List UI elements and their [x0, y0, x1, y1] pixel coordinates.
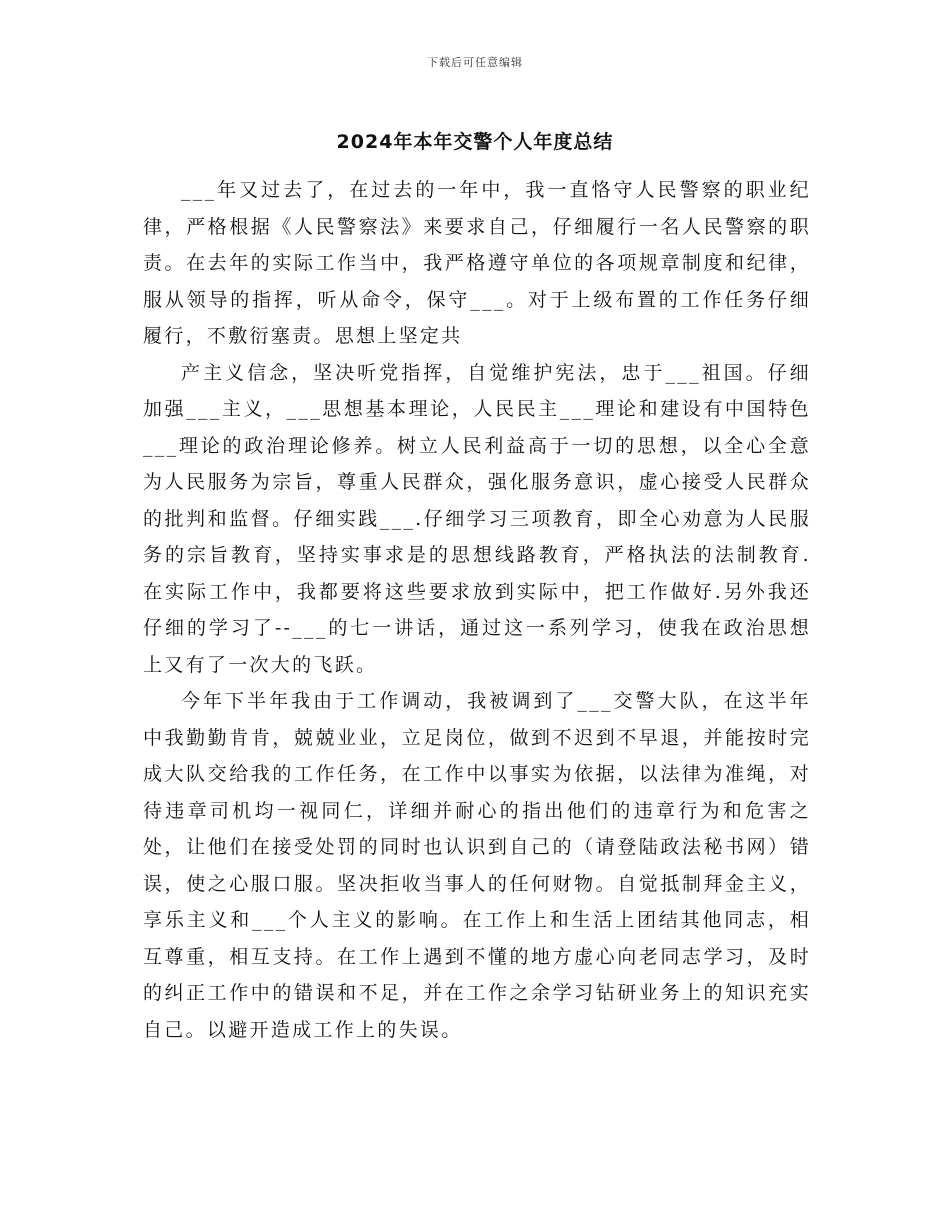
document-title: 2024年本年交警个人年度总结 [336, 131, 614, 153]
paragraph-3: 今年下半年我由于工作调动，我被调到了___交警大队，在这半年中我勤勤肯肯，兢兢业业，立足岗位，做到不迟到不早退，并能按时完成大队交给我的工作任务，在工作中以事实为依据，以法律为准绳，对待违章司机均一视同仁，详细并耐心的指出他们的违章行为和危害之处，让他们在接受处罚的同时也认识到自己的（请登陆政法秘书网）错误，使之心服口服。坚决拒收当事人的任何财物。自觉抵制拜金主义，享乐主义和___个人主义的影响。在工作上和生活上团结其他同志，相互尊重，相互支持。在工作上遇到不懂的地方虚心向老同志学习，及时的纠正工作中的错误和不足，并在工作之余学习钻研业务上的知识充实自己。以避开造成工作上的失误。 [143, 690, 811, 1041]
paragraph-1: ___年又过去了，在过去的一年中，我一直恪守人民警察的职业纪律，严格根据《人民警察法》来要求自己，仔细履行一名人民警察的职责。在去年的实际工作当中，我严格遵守单位的各项规章制度和纪律，服从领导的指挥，听从命令，保守___。对于上级布置的工作任务仔细履行，不敷衍塞责。思想上坚定共 [143, 179, 811, 347]
paragraph-2: 产主义信念，坚决听党指挥，自觉维护宪法，忠于___祖国。仔细加强___主义，___思想基本理论，人民民主___理论和建设有中国特色___理论的政治理论修养。树立人民利益高于一切的思想，以全心全意为人民服务为宗旨，尊重人民群众，强化服务意识，虚心接受人民群众的批判和监督。仔细实践___.仔细学习三项教育，即全心劝意为人民服务的宗旨教育，坚持实事求是的思想线路教育，严格执法的法制教育.在实际工作中，我都要将这些要求放到实际中，把工作做好.另外我还仔细的学习了--___的七一讲话，通过这一系列学习，使我在政治思想上又有了一次大的飞跃。 [143, 361, 811, 676]
header-note: 下载后可任意编辑 [427, 56, 523, 69]
document-body [143, 172, 811, 1048]
